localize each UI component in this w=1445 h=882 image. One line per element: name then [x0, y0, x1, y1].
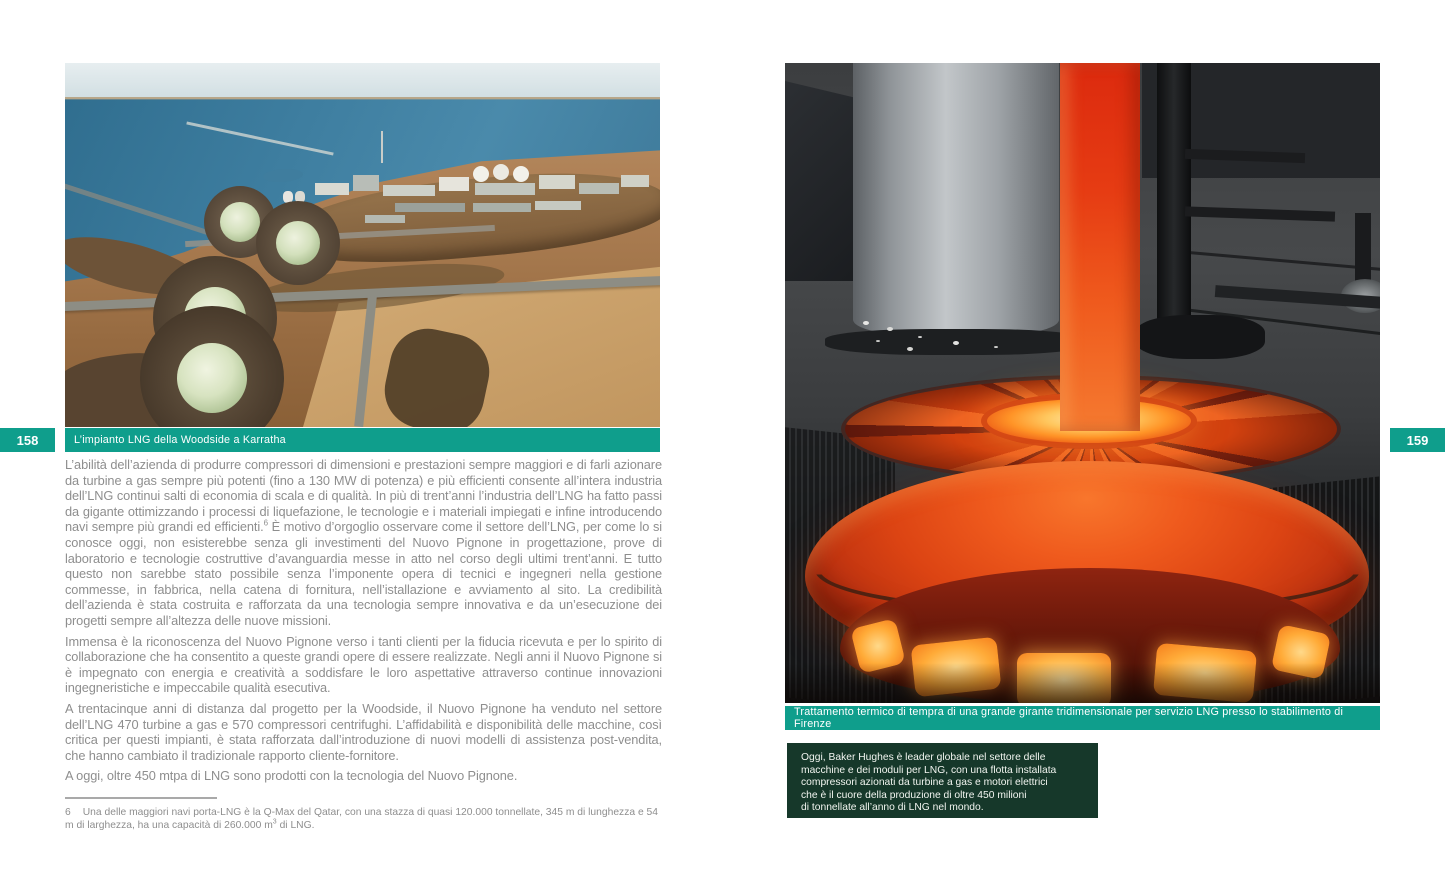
storage-tank: [473, 166, 489, 182]
footnote: [65, 797, 665, 832]
right-page-number: 159: [1406, 432, 1429, 448]
plant-building: [535, 201, 581, 210]
paragraph-1-text: L’abilità dell’azienda di produrre compressori di dimensioni e prestazioni sempre maggiori e di farli azionare da turbine a gas sempre più potenti (fino a 130 MW di potenza) e più efficienti consente all’intera industria dell’LNG continui salti di economia di scala e di qualità. In più di trent’anni l’industria dell’LNG ha fatto passi da gigante ottimizzando i processi di liquefazione, le tecnologie e i materiali impiegati e infine introducendo navi sempre più grandi ed efficienti.: [65, 457, 662, 535]
flare-stack: [381, 131, 383, 163]
right-page-number-badge: [1390, 428, 1445, 452]
post-rod: [1185, 206, 1335, 221]
footnote-rule: [65, 797, 217, 799]
glowing-shaft-column: [1060, 63, 1140, 431]
plant-building: [539, 175, 575, 189]
plant-building: [475, 183, 535, 195]
bottom-vignette: [785, 663, 1380, 703]
debris-chips: [863, 321, 869, 325]
plant-building: [353, 175, 379, 191]
footnote-reference: 6: [263, 519, 268, 529]
pipe-rack: [395, 203, 465, 212]
plant-building: [383, 185, 435, 196]
footnote-text: [65, 806, 665, 832]
floor-seam: [1165, 249, 1380, 272]
furnace-cylinder: [853, 63, 1059, 339]
left-page-number-badge: [0, 428, 55, 452]
woodside-lng-plant-photo: [65, 63, 660, 427]
footnote-body: Una delle maggiori navi porta-LNG è la Q-Max del Qatar, con una stazza di quasi 120.000 tonnellate, 345 m di lunghezza e 54 m di larghezza, ha una capacità di 260.000 m: [65, 807, 658, 831]
post-base: [1135, 315, 1265, 359]
left-body-text: [65, 457, 662, 784]
plant-building: [439, 177, 469, 191]
lng-dome: [276, 221, 320, 265]
baker-hughes-highlight-box: [787, 743, 1098, 818]
impeller-quench-photo: [785, 63, 1380, 703]
paragraph-1-text-after: È motivo d’orgoglio osservare come il settore dell’LNG, per come lo si conosce oggi, non esisterebbe senza gli investimenti del Nuovo Pignone in progettazione, prove di laboratorio e tecnologie costruttive d’avanguardia messe in atto nel corso degli ultimi trent’anni. E tutto questo non sarebbe stato possibile senza l’imponente opera di tecnici e ingegneri nella gestione commesse, in fabbrica, nella catena di fornitura, nell’istallazione e avviamento al sito. La credibilità dell’azienda è stata costruita e rafforzata da una tecnologia sempre innovativa e da un’esecuzione dei progetti sempre all’altezza delle nuove missioni.: [65, 519, 662, 628]
green-box-line: macchine e dei moduli per LNG, con una flotta installata: [801, 764, 1057, 776]
support-post: [1157, 63, 1191, 347]
green-box-line: compressori azionati da turbine a gas e motori elettrici: [801, 777, 1048, 789]
footnote-marker: 6: [65, 807, 71, 818]
paragraph-4: A oggi, oltre 450 mtpa di LNG sono prodotti con la tecnologia del Nuovo Pignone.: [65, 768, 518, 784]
left-photo-caption-bar: [65, 428, 660, 452]
plant-building: [365, 215, 405, 223]
right-photo-caption: Trattamento termico di tempra di una grande girante tridimensionale per servizio LNG presso lo stabilimento di Firenze: [794, 706, 1344, 730]
left-page-number: 158: [16, 432, 39, 448]
storage-tank: [493, 164, 509, 180]
footnote-superscript: 3: [272, 818, 277, 826]
green-box-line: di tonnellate all’anno di LNG nel mondo.: [801, 802, 984, 814]
plant-building: [315, 183, 349, 195]
green-box-line: che è il cuore della produzione di oltre 450 milioni: [801, 789, 1027, 801]
right-photo-caption-bar: [785, 706, 1380, 730]
pipe-rack: [473, 203, 531, 212]
storage-tank: [513, 166, 529, 182]
cylinder-base-shadow: [825, 329, 1087, 355]
plant-building: [621, 175, 649, 187]
plant-building: [579, 183, 619, 194]
footnote-body-end: di LNG.: [276, 820, 315, 831]
lng-dome: [220, 202, 260, 242]
paragraph-2: Immensa è la riconoscenza del Nuovo Pignone verso i tanti clienti per la fiducia ricevuta e per lo spirito di collaborazione che ha consentito a queste grandi opere di essere realizzate. Negli anni il Nuovo Pignone si è impegnato con energia e creatività a soddisfare le loro aspettative attraverso continue innovazioni ingegneristiche e impeccabile qualità esecutiva.: [65, 633, 662, 696]
lng-dome: [177, 343, 247, 413]
left-photo-caption: L’impianto LNG della Woodside a Karratha: [74, 434, 286, 446]
paragraph-1: [65, 457, 662, 629]
paragraph-3: A trentacinque anni di distanza dal progetto per la Woodside, il Nuovo Pignone ha venduto nel settore dell’LNG 470 turbine a gas e 570 compressori centrifughi. L’affidabilità e disponibilità delle macchine, così critica per questi impianti, è stata rafforzata dall’introduzione di nuovi modelli di assistenza post-vendita, che hanno cambiato il tradizionale rapporto cliente-fornitore.: [65, 700, 662, 763]
flange-stand: [1355, 213, 1371, 283]
green-box-line: Oggi, Baker Hughes è leader globale nel settore delle: [801, 752, 1046, 763]
